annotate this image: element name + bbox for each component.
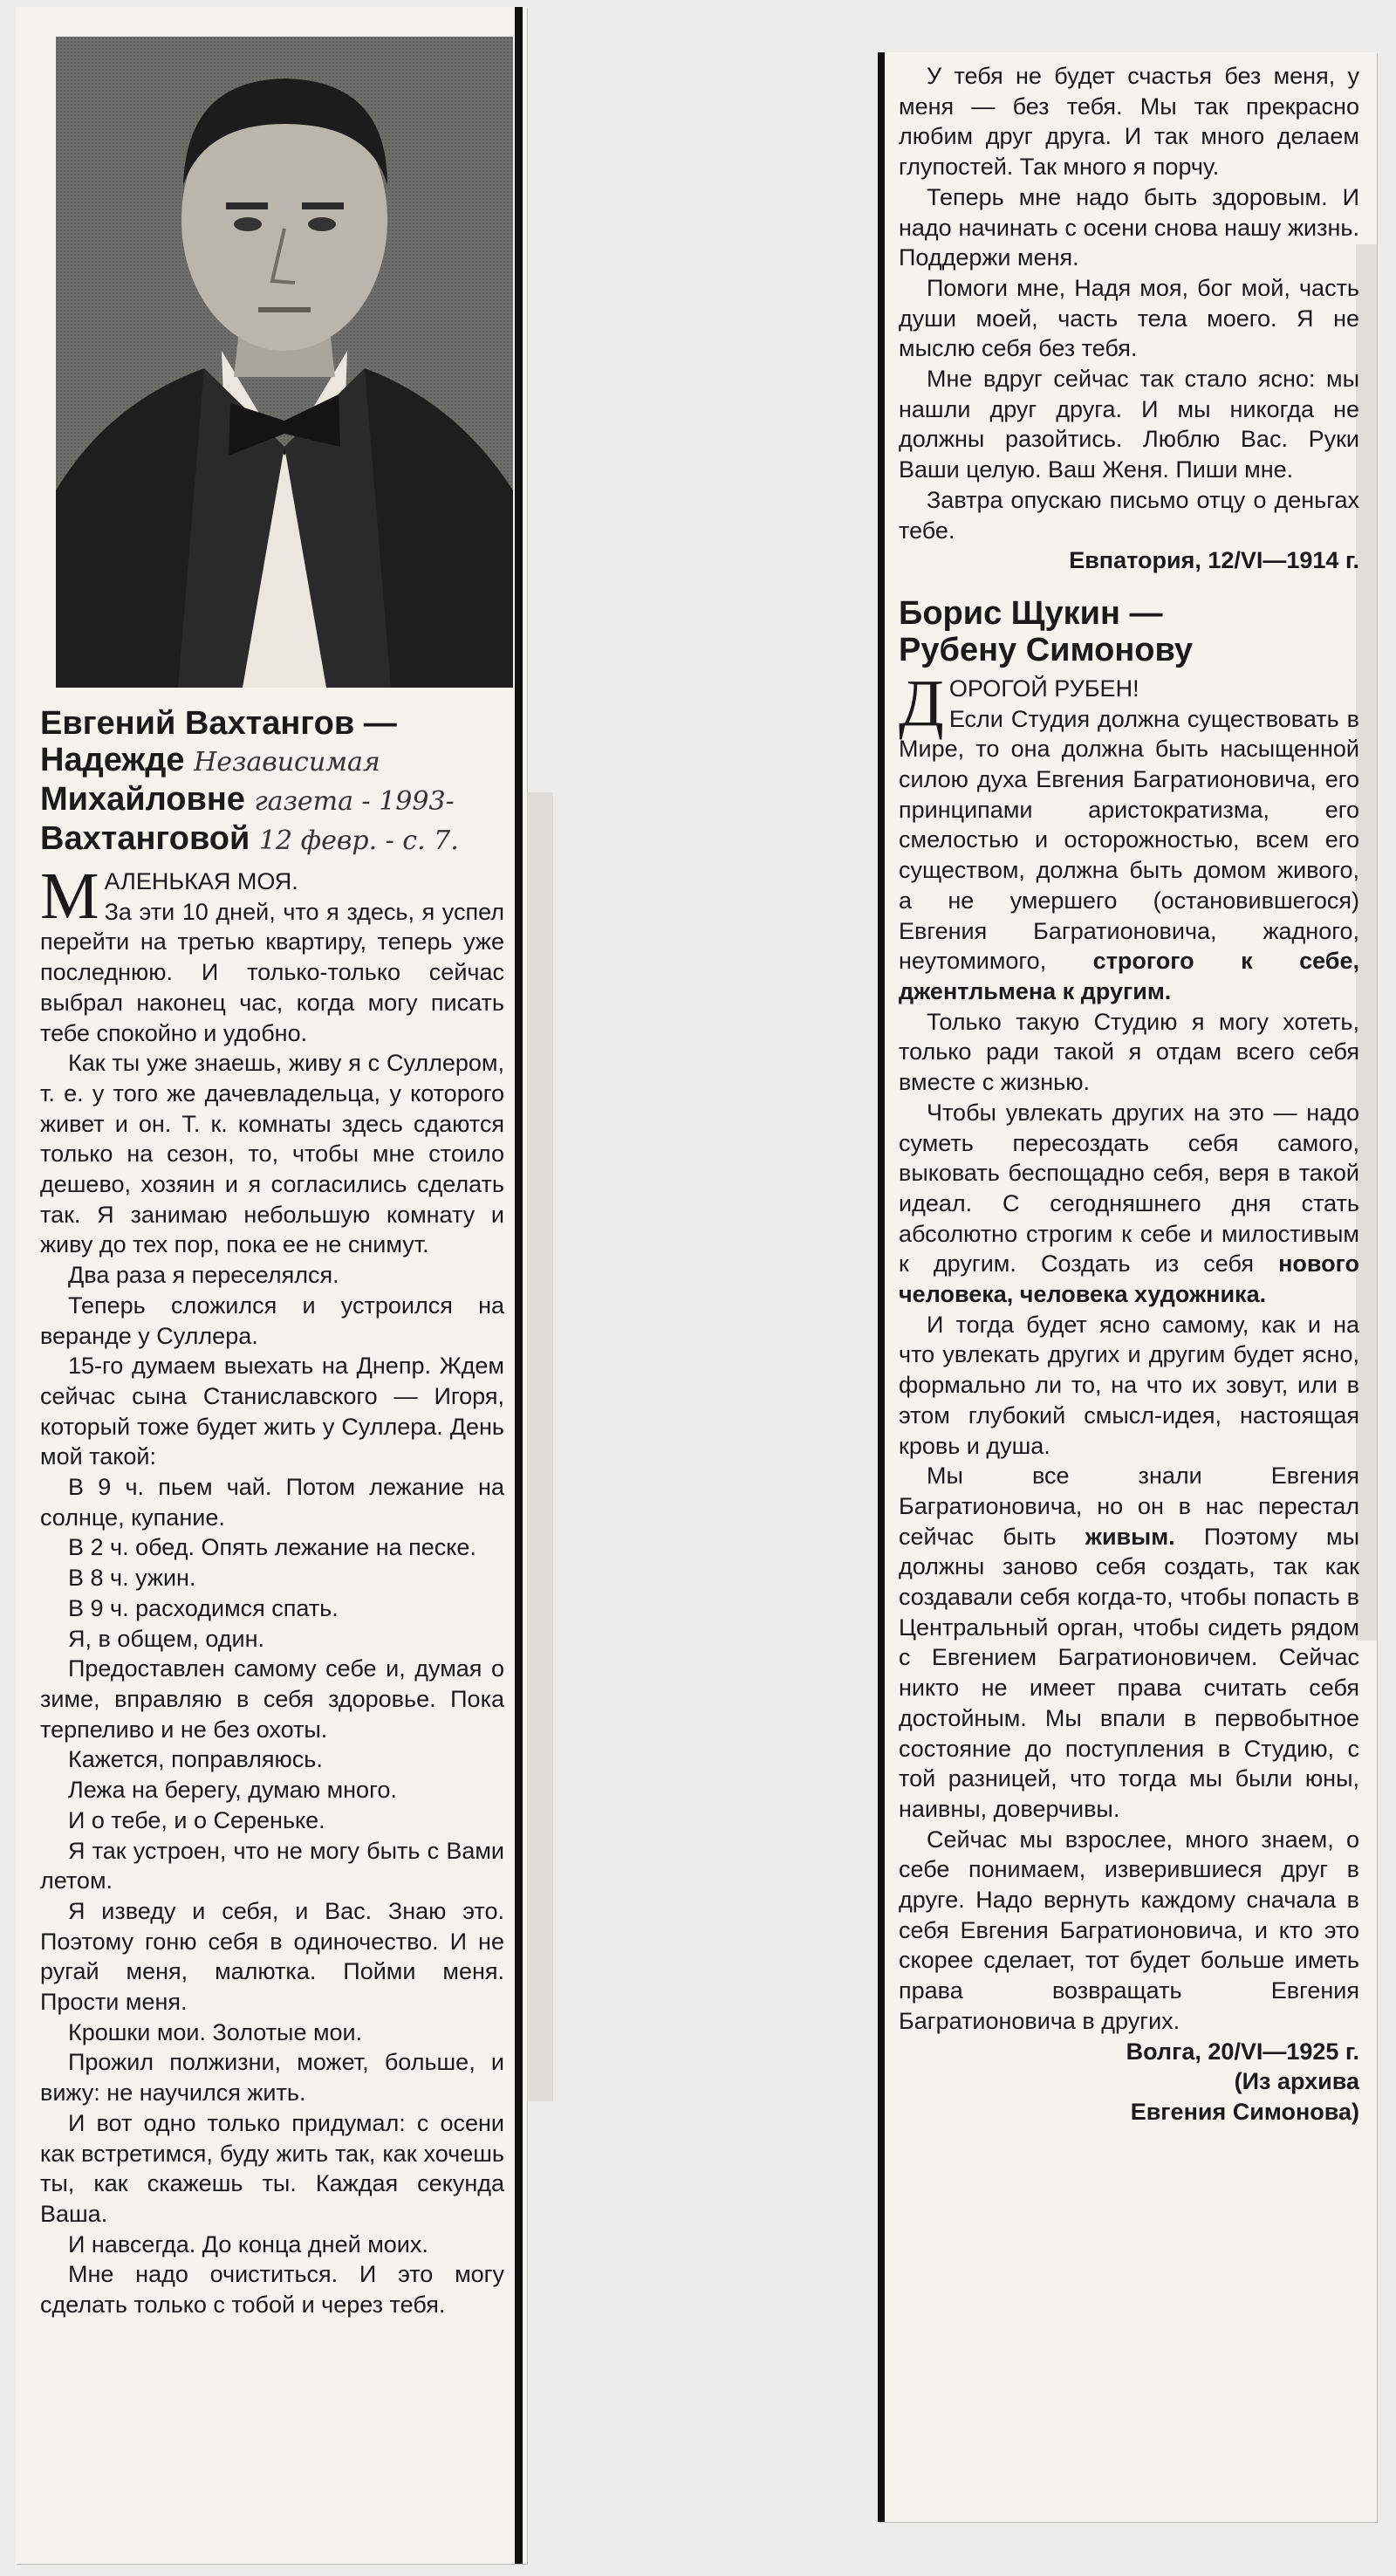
title-line: Евгений Вахтангов — <box>40 705 397 742</box>
article-title <box>40 705 504 860</box>
title-line: Борис Щукин — <box>899 594 1163 632</box>
paragraph: Завтра опускаю письмо отцу о деньгах тебе. <box>899 486 1359 544</box>
paragraph <box>899 704 1359 1007</box>
paragraph: И вот одно только придумал: с осени как встретимся, буду жить так, как хочешь ты, как скажешь ты. Каждая секунда Ваша. <box>40 2109 504 2227</box>
paragraph: Как ты уже знаешь, живу я с Суллером, т. е. у того же дачевладельца, у которого живет и он. Т. к. комнаты здесь сдаются только на сезон, то, чтобы мне стоило дешево, хозяин и я согласились сделать так. Я занимаю небольшую комнату и живу до тех пор, пока ее не снимут. <box>40 1050 504 1258</box>
paragraph: Лежа на берегу, думаю много. <box>68 1777 397 1804</box>
paragraph: АЛЕНЬКАЯ МОЯ. <box>104 868 298 894</box>
right-clipping <box>878 52 1377 2522</box>
source-note: Евгения Симонова) <box>1130 2099 1359 2125</box>
paragraph-text: Чтобы увлекать других на это — надо суметь пересоздать себя самого, выковать беспощадно себя, веря в такой идеал. С сегодняшнего дня стать абсолютно строгим к себе и милостивым к другим. Создать из себя <box>899 1099 1359 1278</box>
paragraph: Я, в общем, один. <box>68 1625 264 1652</box>
portrait-photo <box>56 37 513 688</box>
paragraph <box>899 1461 1359 1824</box>
paragraph: За эти 10 дней, что я здесь, я успел перейти на третью квартиру, теперь уже последнюю. И только-только сейчас выбрал наконец час, когда могу писать тебе спокойно и удобно. <box>40 898 504 1046</box>
paragraph: Мне надо очиститься. И это могу сделать только с тобой и через тебя. <box>40 2261 504 2319</box>
paragraph: У тебя не будет счастья без меня, у меня — без тебя. Мы так прекрасно любим друг друга. И так много делаем глупостей. Так много я порчу. <box>899 63 1359 181</box>
paragraph: Два раза я переселялся. <box>68 1262 339 1289</box>
paragraph: Прожил полжизни, может, больше, и вижу: не научился жить. <box>40 2049 504 2107</box>
paragraph-text: Поэтому мы должны заново себя создать, так как создавали себя когда-то, чтобы попасть в Центральный орган, чтобы сидеть рядом с Евгением Багратионовичем. Сейчас никто не имеет права считать себя достойным. Мы впали в первобытное состояние до поступления в Студию, с той разницей, что тогда мы были юны, наивны, доверчивы. <box>899 1523 1359 1822</box>
right-column <box>899 61 1359 2127</box>
paragraph: Предоставлен самому себе и, думая о зиме, вправляю в себя здоровье. Пока терпеливо и не без охоты. <box>40 1655 504 1743</box>
paragraph: В 2 ч. обед. Опять лежание на песке. <box>68 1534 476 1561</box>
drop-cap: Д <box>899 666 944 740</box>
paragraph: И о тебе, и о Сереньке. <box>68 1806 325 1833</box>
column-rule <box>878 52 885 2522</box>
title-line: Рубену Симонову <box>899 631 1194 668</box>
article-title <box>899 595 1359 668</box>
paragraph: Мне вдруг сейчас так стало ясно: мы нашли друг друга. И мы никогда не должны разойтись. Люблю Вас. Руки Ваши целую. Ваш Женя. Пиши мне. <box>899 366 1359 483</box>
paragraph: Кажется, поправляюсь. <box>68 1746 323 1773</box>
left-clipping <box>16 7 527 2564</box>
bold-phrase: живым. <box>1085 1523 1175 1550</box>
bold-phrase: строгого к себе, джентльмена к другим. <box>899 948 1359 1004</box>
bold-phrase: нового человека, человека художника. <box>899 1250 1359 1308</box>
paragraph: Теперь сложился и устроился на веранде у Суллера. <box>40 1291 504 1349</box>
paragraph: 15-го думаем выехать на Днепр. Ждем сейчас сына Станиславского — Игоря, который тоже будет жить у Суллера. День мой такой: <box>40 1353 504 1470</box>
paragraph: Теперь мне надо быть здоровым. И надо начинать с осени снова нашу жизнь. Поддержи меня. <box>899 183 1359 271</box>
signature-line: Волга, 20/VI—1925 г. <box>1126 2038 1359 2065</box>
signature-line: Евпатория, 12/VI—1914 г. <box>1069 547 1359 574</box>
salutation: ОРОГОЙ РУБЕН! <box>948 675 1139 702</box>
paragraph: Я так устроен, что не могу быть с Вами летом. <box>40 1837 504 1894</box>
title-line: Вахтанговой <box>40 820 250 857</box>
paragraph: Сейчас мы взрослее, много знаем, о себе понимаем, изверившиеся друг в друге. Надо вернуть каждому сначала в себя Евгения Багратионовича, и кто это скорее сделает, тот будет больше иметь права возвращать Евгения Багратионовича в других. <box>899 1826 1359 2034</box>
paragraph: И навсегда. До конца дней моих. <box>68 2230 428 2257</box>
left-column <box>40 705 504 2320</box>
paragraph-text: Мы все знали Евгения Багратионовича, но он в нас перестал сейчас быть <box>899 1463 1359 1550</box>
drop-cap: М <box>40 860 99 933</box>
source-note: (Из архива <box>1234 2068 1359 2095</box>
column-rule <box>515 7 523 2564</box>
paragraph-text: Если Студия должна существовать в Мире, то она должна быть насыщенной силою духа Евгения Багратионовича, его принципами аристократизма, его смелостью и осторожностью, всем его существом, должна быть домом живого, а не умершего (остановившегося) Евгения Багратионовича, жадного, неутомимого, <box>899 705 1359 975</box>
paragraph: Крошки мои. Золотые мои. <box>68 2018 363 2045</box>
paragraph: В 8 ч. ужин. <box>68 1565 196 1592</box>
paragraph: Я изведу и себя, и Вас. Знаю это. Поэтому гоню себя в одиночество. И не ругай меня, малютка. Пойми меня. Прости меня. <box>40 1897 504 2016</box>
bleed-through-text <box>527 792 553 2101</box>
title-line: Надежде <box>40 742 185 778</box>
handwritten-note: 12 февр. - с. 7. <box>258 826 459 856</box>
paragraph: И тогда будет ясно самому, как и на что увлекать других и другим будет ясно, формально ли то, на что их зовут, или в этом глубокий смысл-идея, настоящая кровь и душа. <box>899 1311 1359 1459</box>
handwritten-note: газета - 1993- <box>254 786 455 817</box>
paragraph: В 9 ч. пьем чай. Потом лежание на солнце, купание. <box>40 1474 504 1531</box>
paragraph: Только такую Студию я могу хотеть, только ради такой я отдам всего себя вместе с жизнью. <box>899 1008 1359 1096</box>
handwritten-note: Независимая <box>194 747 380 778</box>
paragraph <box>899 1098 1359 1310</box>
title-line: Михайловне <box>40 781 245 818</box>
paragraph: В 9 ч. расходимся спать. <box>68 1594 339 1621</box>
paragraph: Помоги мне, Надя моя, бог мой, часть души моей, часть тела моего. Я не мыслю себя без тебя. <box>899 274 1359 362</box>
